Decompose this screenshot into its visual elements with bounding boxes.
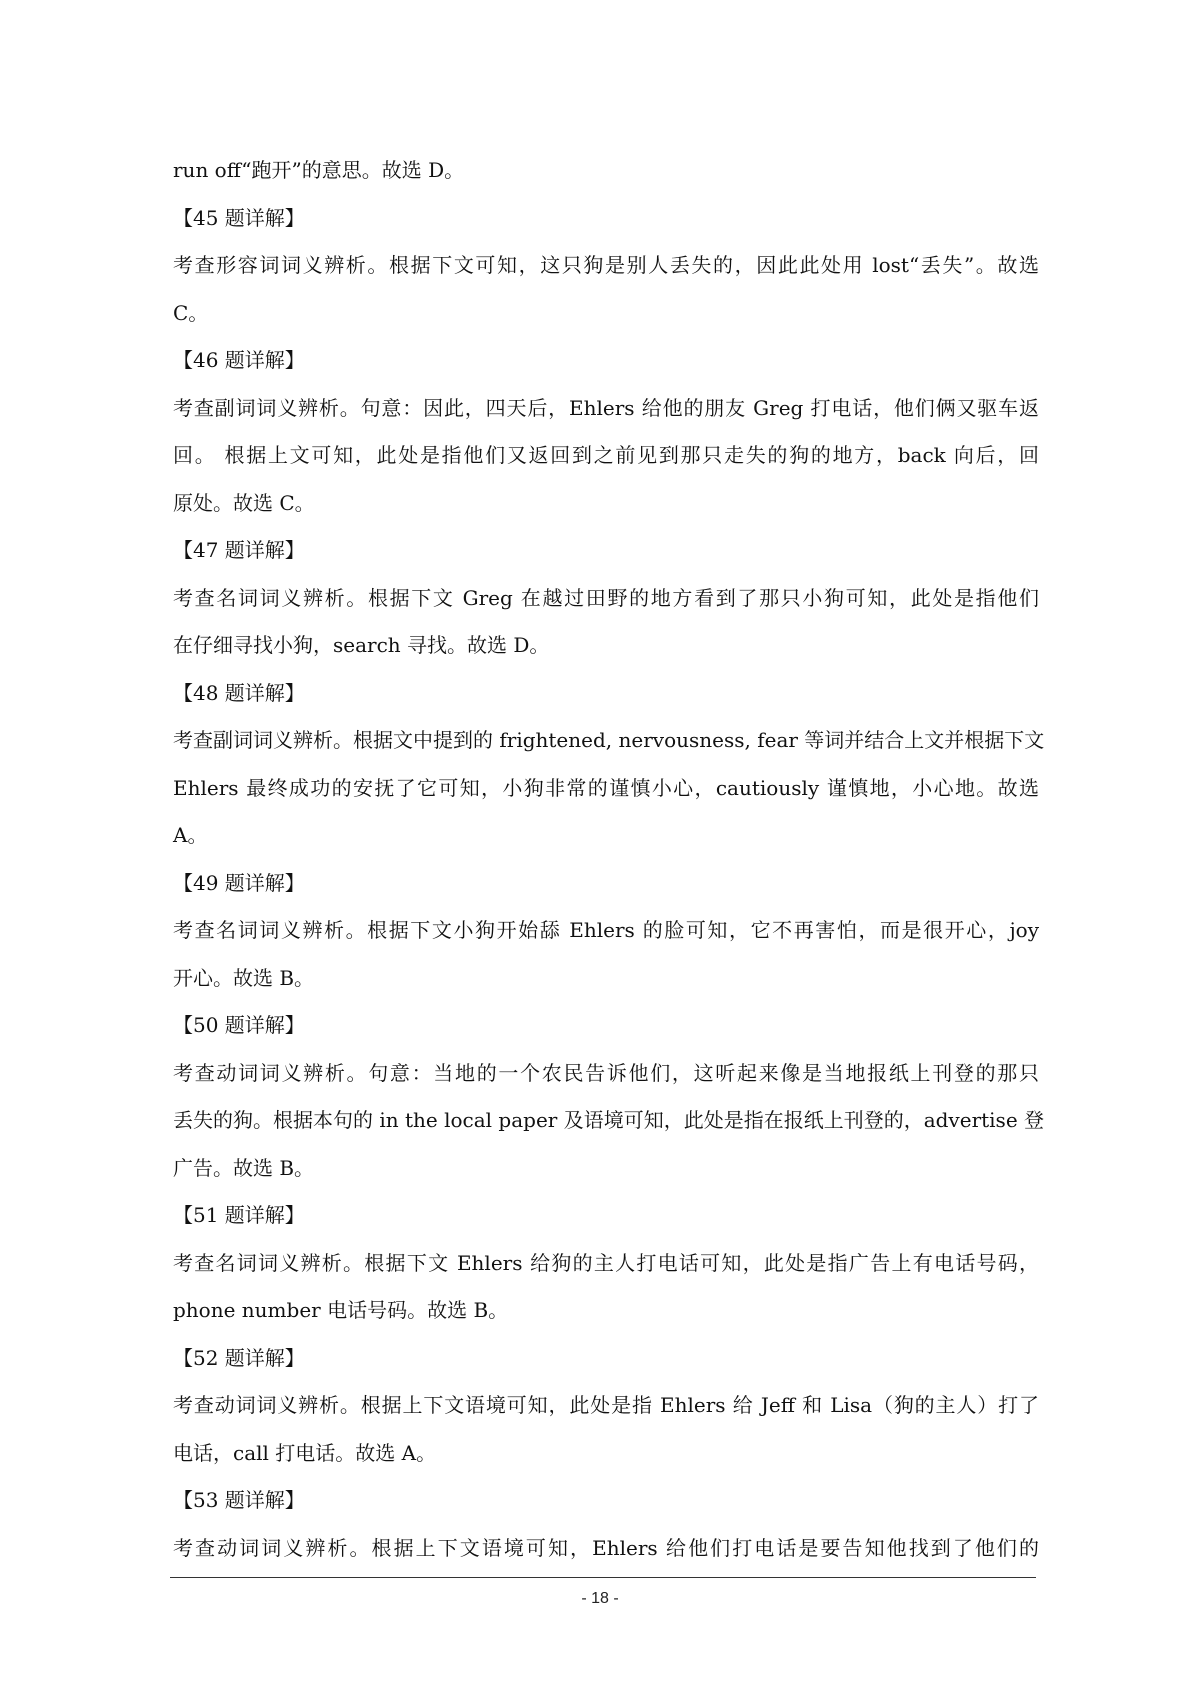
- text-line: C。: [173, 300, 209, 325]
- section-heading-46: 【46 题详解】: [173, 348, 305, 372]
- text-line: 考查形容词词义辨析。根据下文可知，这只狗是别人丢失的，因此此处用 lost“丢失”。故选: [173, 253, 1039, 277]
- section-heading-52: 【52 题详解】: [173, 1345, 305, 1370]
- section-heading-47: 【47 题详解】: [173, 538, 305, 562]
- text-line: 考查副词词义辨析。根据文中提到的 frightened, nervousness, fear 等词并结合上文并根据下文: [173, 728, 1045, 752]
- section-heading-45: 【45 题详解】: [173, 205, 305, 230]
- section-heading-51: 【51 题详解】: [173, 1203, 305, 1227]
- text-line: 考查动词词义辨析。句意：当地的一个农民告诉他们，这听起来像是当地报纸上刊登的那只: [173, 1060, 1039, 1085]
- answer-explanation-text: [173, 147, 1045, 1572]
- section-heading-50: 【50 题详解】: [173, 1013, 305, 1037]
- text-line: 考查名词词义辨析。根据下文 Greg 在越过田野的地方看到了那只小狗可知，此处是指他们: [173, 585, 1039, 610]
- text-line: 丢失的狗。根据本句的 in the local paper 及语境可知，此处是指在报纸上刊登的，advertise 登: [173, 1108, 1045, 1132]
- text-line: 开心。故选 B。: [173, 965, 315, 990]
- text-line: 考查动词词义辨析。根据上下文语境可知，此处是指 Ehlers 给 Jeff 和 Lisa（狗的主人）打了: [173, 1393, 1039, 1417]
- text-line: phone number 电话号码。故选 B。: [173, 1298, 509, 1322]
- section-heading-48: 【48 题详解】: [173, 680, 305, 705]
- text-line: run off“跑开”的意思。故选 D。: [173, 158, 465, 182]
- section-heading-53: 【53 题详解】: [173, 1488, 305, 1512]
- page-number: - 18 -: [581, 1590, 619, 1607]
- text-line: 广告。故选 B。: [173, 1155, 315, 1180]
- text-line: A。: [173, 823, 208, 847]
- text-line: 考查名词词义辨析。根据下文 Ehlers 给狗的主人打电话可知，此处是指广告上有电话号码，: [173, 1250, 1039, 1275]
- text-line: Ehlers 最终成功的安抚了它可知，小狗非常的谨慎小心，cautiously 谨慎地，小心地。故选: [173, 775, 1039, 800]
- section-heading-49: 【49 题详解】: [173, 870, 305, 895]
- text-line: 回。 根据上文可知，此处是指他们又返回到之前见到那只走失的狗的地方，back 向后，回: [173, 443, 1039, 467]
- footer-divider: [170, 1577, 1036, 1578]
- text-line: 考查动词词义辨析。根据上下文语境可知，Ehlers 给他们打电话是要告知他找到了他们的: [173, 1535, 1039, 1560]
- text-line: 在仔细寻找小狗，search 寻找。故选 D。: [173, 633, 550, 657]
- text-line: 考查副词词义辨析。句意：因此，四天后，Ehlers 给他的朋友 Greg 打电话，他们俩又驱车返: [173, 395, 1039, 420]
- text-line: 考查名词词义辨析。根据下文小狗开始舔 Ehlers 的脸可知，它不再害怕，而是很开心，joy: [173, 918, 1039, 942]
- text-line: 原处。故选 C。: [173, 490, 315, 515]
- text-line: 电话，call 打电话。故选 A。: [173, 1440, 437, 1465]
